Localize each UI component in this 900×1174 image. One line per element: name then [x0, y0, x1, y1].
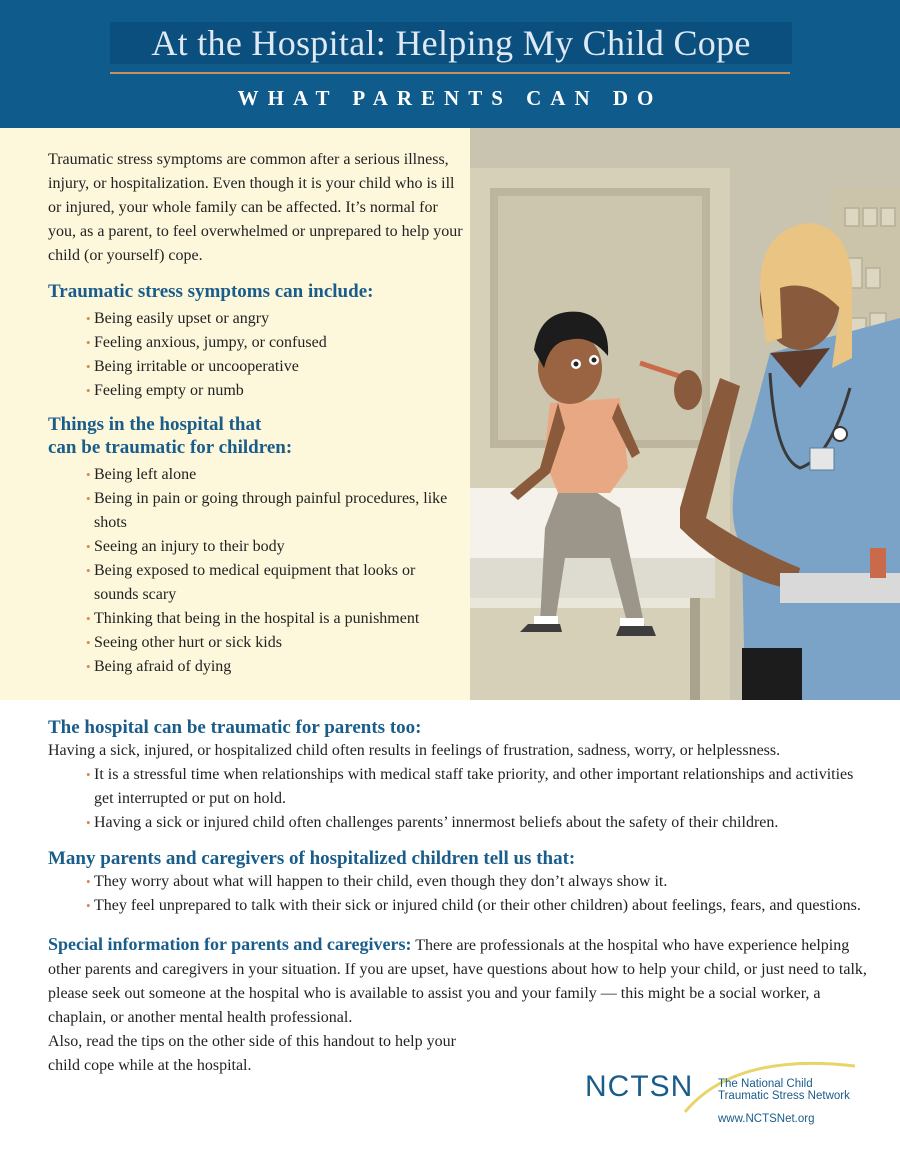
org-line: Traumatic Stress Network [718, 1090, 850, 1102]
symptoms-list [48, 307, 463, 403]
list-item: • It is a stressful time when relationships with medical staff take priority, and other important relationships and activities get interrupted or put on hold. [86, 763, 868, 811]
list-item: • They worry about what will happen to their child, even though they don’t always show it. [86, 870, 868, 894]
list-item: • They feel unprepared to talk with their sick or injured child (or their other children) about feelings, fears, and questions. [86, 894, 868, 918]
logo-org-name [718, 1078, 850, 1102]
lower-section [48, 716, 868, 1078]
also-line: Also, read the tips on the other side of this handout to help your [48, 1033, 456, 1050]
parents-too-text: Having a sick, injured, or hospitalized child often results in feelings of frustration, sadness, worry, or helplessness. [48, 742, 781, 759]
list-item: • Being easily upset or angry [86, 307, 463, 331]
list-item: • Thinking that being in the hospital is a punishment [86, 607, 463, 631]
symptoms-heading: Traumatic stress symptoms can include: [48, 281, 374, 302]
list-item: • Being afraid of dying [86, 655, 463, 679]
list-item: • Being irritable or uncooperative [86, 355, 463, 379]
special-text: There are professionals at the hospital who have experience helping other parents and caregivers in your situation. If you are upset, have questions about how to help your child, or just need to talk, please seek out someone at the hospital who is available to assist you and your family — this might be a social worker, a chaplain, or another mental health professional. [48, 937, 867, 1026]
list-item: • Being exposed to medical equipment that looks or sounds scary [86, 559, 463, 607]
list-item: • Feeling anxious, jumpy, or confused [86, 331, 463, 355]
heading-line: can be traumatic for children: [48, 437, 293, 458]
header-banner [0, 0, 900, 128]
page-title: At the Hospital: Helping My Child Cope [110, 22, 792, 64]
org-line: The National Child [718, 1078, 813, 1090]
hospital-traumatic-heading [48, 413, 463, 459]
hospital-traumatic-list [48, 463, 463, 679]
intro-paragraph: Traumatic stress symptoms are common after a serious illness, injury, or hospitalization. Even though it is your child who is ill or injured, your whole family can be affected. It’s normal for you, as a parent, to feel overwhelmed or unprepared to help your child (or yourself) cope. [48, 151, 463, 264]
title-rule [110, 72, 790, 74]
list-item: • Seeing an injury to their body [86, 535, 463, 559]
logo-acronym: NCTSN [585, 1070, 694, 1103]
website-link[interactable]: www.NCTSNet.org [718, 1113, 815, 1125]
many-parents-list [48, 870, 868, 918]
nctsn-logo [585, 1058, 875, 1138]
list-item: • Being in pain or going through painful procedures, like shots [86, 487, 463, 535]
special-paragraph [48, 932, 868, 1030]
hospital-illustration [470, 128, 900, 700]
page-subtitle: WHAT PARENTS CAN DO [237, 86, 663, 110]
heading-line: Things in the hospital that [48, 414, 262, 435]
also-line: child cope while at the hospital. [48, 1057, 252, 1074]
list-item: • Having a sick or injured child often challenges parents’ innermost beliefs about the safety of their children. [86, 811, 868, 835]
special-heading: Special information for parents and caregivers: [48, 934, 412, 954]
parents-too-heading: The hospital can be traumatic for parents too: [48, 717, 422, 738]
many-parents-heading: Many parents and caregivers of hospitalized children tell us that: [48, 848, 576, 869]
parents-too-list [48, 763, 868, 835]
list-item: • Being left alone [86, 463, 463, 487]
list-item: • Feeling empty or numb [86, 379, 463, 403]
intro-column [48, 148, 463, 679]
list-item: • Seeing other hurt or sick kids [86, 631, 463, 655]
